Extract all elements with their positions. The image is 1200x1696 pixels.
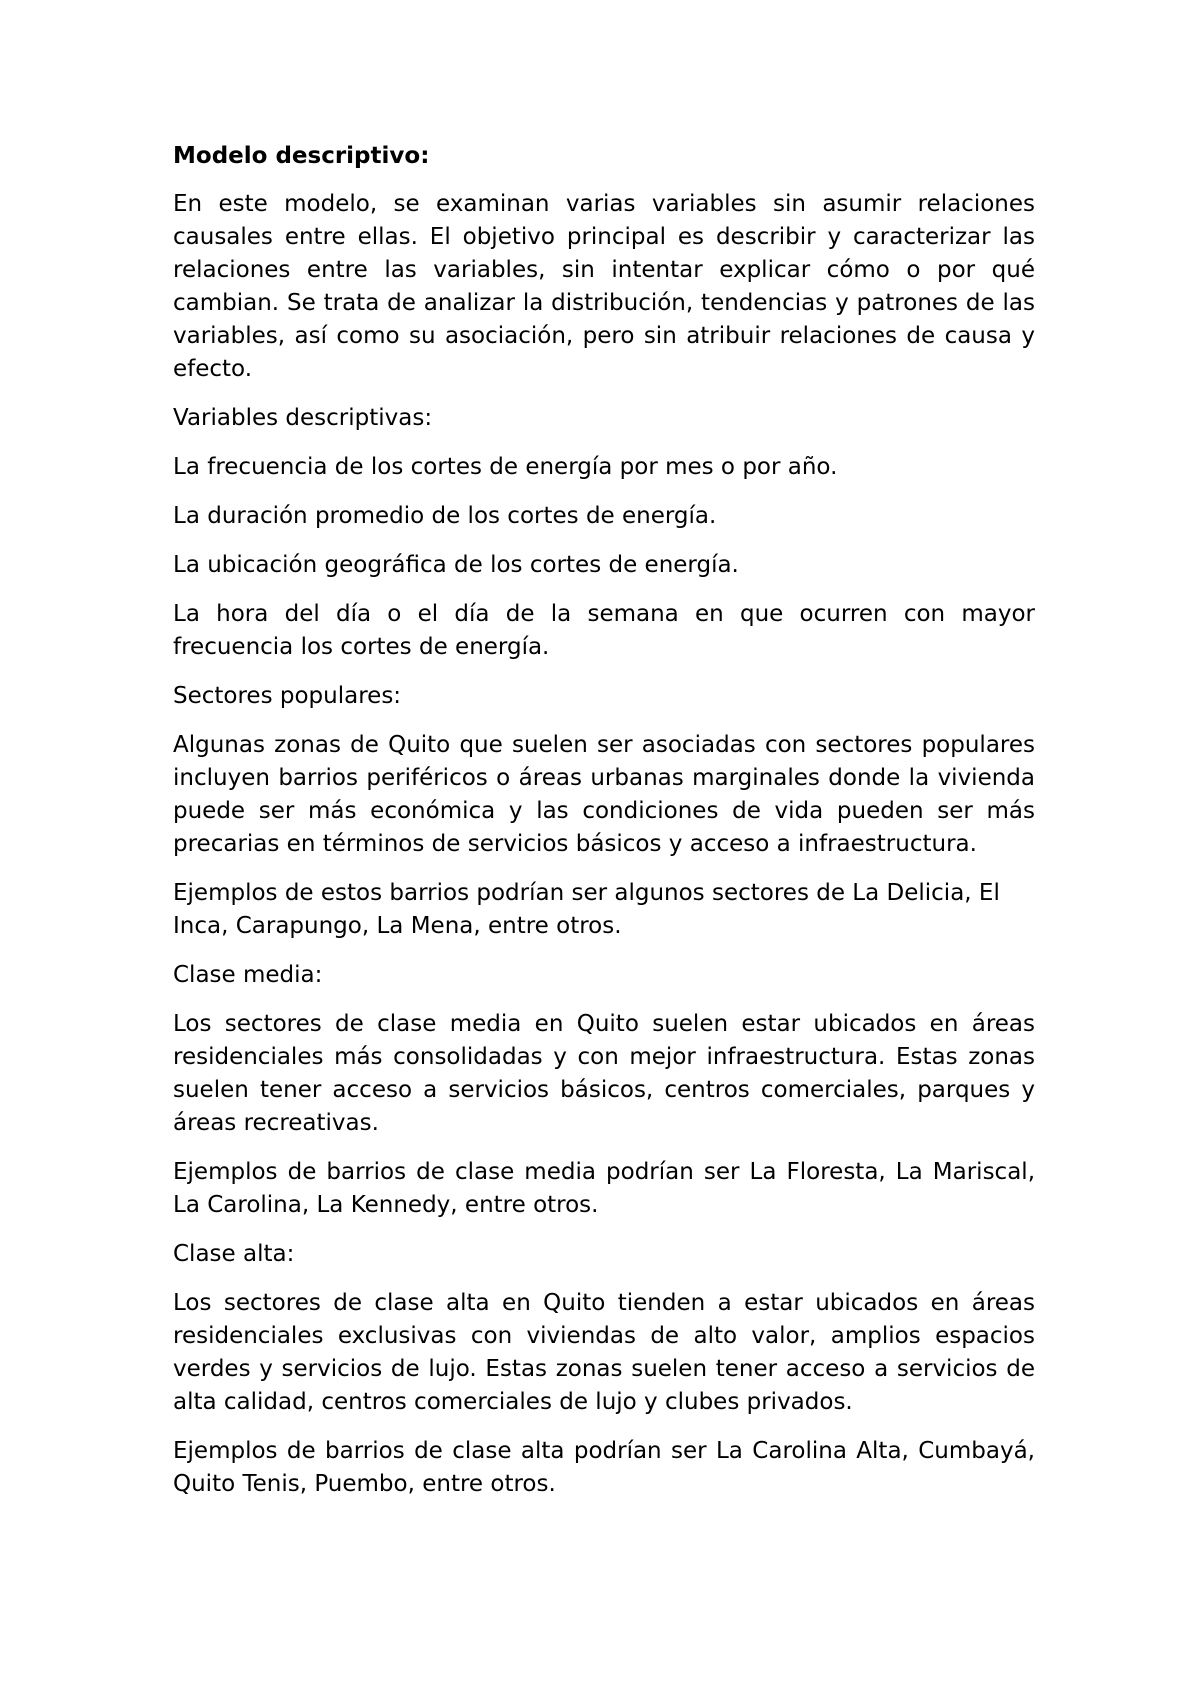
section-heading-modelo-descriptivo: Modelo descriptivo: [173,143,430,169]
variable-frecuencia: La frecuencia de los cortes de energía por mes o por año. [173,454,838,480]
paragraph-ejemplos-populares: Ejemplos de estos barrios podrían ser algunos sectores de La Delicia, El Inca, Carapungo, La Mena, entre otros. [173,880,1000,939]
label-sectores-populares: Sectores populares: [173,683,402,709]
variable-duracion: La duración promedio de los cortes de energía. [173,503,717,529]
label-variables-descriptivas: Variables descriptivas: [173,405,433,431]
variable-hora-dia: La hora del día o el día de la semana en que ocurren con mayor frecuencia los cortes de energía. [173,601,1035,660]
variable-ubicacion: La ubicación geográfica de los cortes de energía. [173,552,739,578]
paragraph-ejemplos-clase-media: Ejemplos de barrios de clase media podrían ser La Floresta, La Mariscal, La Carolina, La Kennedy, entre otros. [173,1159,1035,1218]
paragraph-ejemplos-clase-alta: Ejemplos de barrios de clase alta podrían ser La Carolina Alta, Cumbayá, Quito Tenis, Puembo, entre otros. [173,1438,1035,1497]
paragraph-modelo-description: En este modelo, se examinan varias variables sin asumir relaciones causales entre ellas. El objetivo principal es describir y caracterizar las relaciones entre las variables, sin intentar explicar cómo o por qué cambian. Se trata de analizar la distribución, tendencias y patrones de las variables, así como su asociación, pero sin atribuir relaciones de causa y efecto. [173,191,1035,382]
paragraph-sectores-populares: Algunas zonas de Quito que suelen ser asociadas con sectores populares incluyen barrios periféricos o áreas urbanas marginales donde la vivienda puede ser más económica y las condiciones de vida pueden ser más precarias en términos de servicios básicos y acceso a infraestructura. [173,732,1035,857]
label-clase-alta: Clase alta: [173,1241,295,1267]
document-body [173,140,1035,1517]
label-clase-media: Clase media: [173,962,323,988]
paragraph-clase-media: Los sectores de clase media en Quito suelen estar ubicados en áreas residenciales más consolidadas y con mejor infraestructura. Estas zonas suelen tener acceso a servicios básicos, centros comerciales, parques y áreas recreativas. [173,1011,1035,1136]
paragraph-clase-alta: Los sectores de clase alta en Quito tienden a estar ubicados en áreas residenciales exclusivas con viviendas de alto valor, amplios espacios verdes y servicios de lujo. Estas zonas suelen tener acceso a servicios de alta calidad, centros comerciales de lujo y clubes privados. [173,1290,1035,1415]
